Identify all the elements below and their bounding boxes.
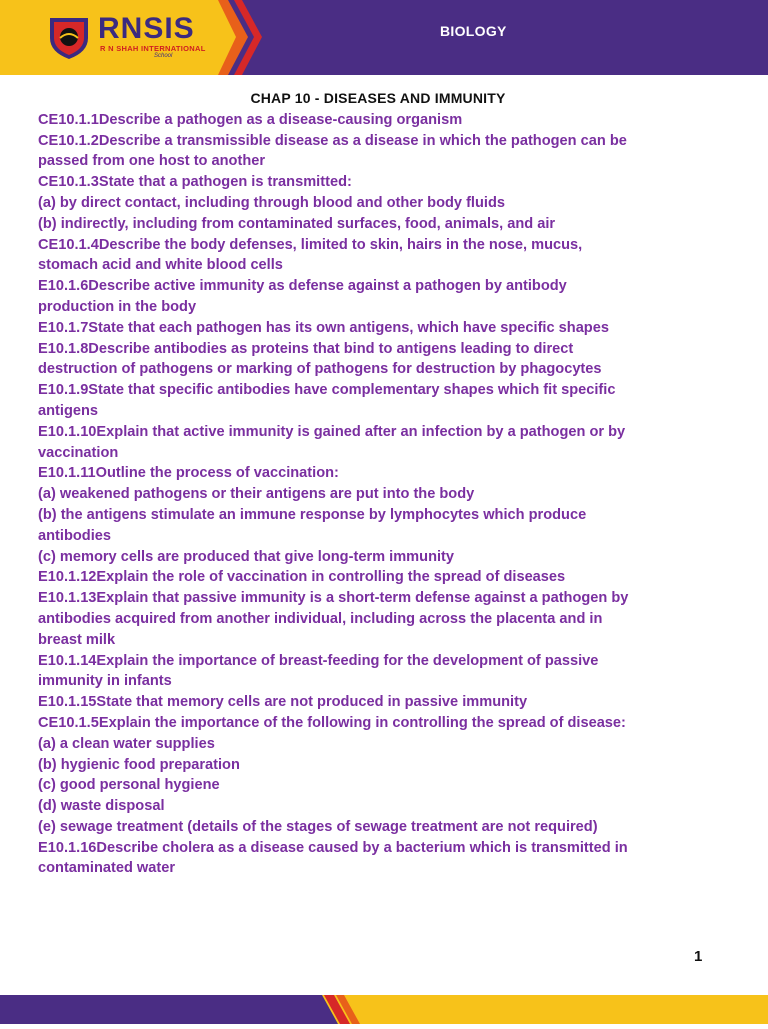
- logo-subtitle: R N SHAH INTERNATIONAL: [100, 44, 206, 53]
- objective-line: E10.1.10Explain that active immunity is gained after an infection by a pathogen or by: [38, 423, 626, 440]
- objective-line: vaccination: [38, 444, 119, 461]
- objective-line: (b) the antigens stimulate an immune response by lymphocytes which produce: [38, 506, 587, 523]
- objective-list: [38, 110, 718, 879]
- objective-line: (a) by direct contact, including through blood and other body fluids: [38, 194, 505, 211]
- objective-line: (c) memory cells are produced that give long-term immunity: [38, 548, 455, 565]
- page-number: 1: [694, 948, 703, 965]
- objective-line: E10.1.7State that each pathogen has its own antigens, which have specific shapes: [38, 319, 609, 336]
- objective-line: (c) good personal hygiene: [38, 777, 220, 794]
- objective-line: antibodies acquired from another individual, including across the placenta and in: [38, 610, 603, 627]
- crest-icon: [44, 12, 94, 62]
- objective-line: E10.1.15State that memory cells are not produced in passive immunity: [38, 694, 528, 711]
- objective-line: E10.1.9State that specific antibodies have complementary shapes which fit specific: [38, 382, 616, 399]
- objective-line: production in the body: [38, 298, 197, 315]
- objective-line: contaminated water: [38, 860, 176, 877]
- objective-line: (b) indirectly, including from contaminated surfaces, food, animals, and air: [38, 215, 556, 232]
- objective-line: antibodies: [38, 527, 111, 544]
- objective-line: CE10.1.3State that a pathogen is transmitted:: [38, 174, 352, 191]
- objective-line: destruction of pathogens or marking of pathogens for destruction by phagocytes: [38, 361, 602, 378]
- chapter-title: CHAP 10 - DISEASES AND IMMUNITY: [250, 90, 506, 106]
- objective-line: (a) weakened pathogens or their antigens are put into the body: [38, 486, 475, 503]
- objective-line: E10.1.8Describe antibodies as proteins that bind to antigens leading to direct: [38, 340, 574, 357]
- objective-line: passed from one host to another: [38, 153, 266, 170]
- logo-wordmark: RNSIS: [98, 12, 195, 45]
- objective-line: CE10.1.1Describe a pathogen as a disease-causing organism: [38, 111, 463, 128]
- syllabus-content: [38, 88, 718, 879]
- objective-line: (d) waste disposal: [38, 798, 165, 815]
- page-footer: [0, 995, 768, 1024]
- objective-line: E10.1.16Describe cholera as a disease caused by a bacterium which is transmitted in: [38, 839, 628, 856]
- objective-line: E10.1.14Explain the importance of breast-feeding for the development of passive: [38, 652, 599, 669]
- logo-tagline: School: [154, 53, 173, 59]
- objective-line: CE10.1.4Describe the body defenses, limited to skin, hairs in the nose, mucus,: [38, 236, 583, 253]
- objective-line: E10.1.13Explain that passive immunity is a short-term defense against a pathogen by: [38, 590, 629, 607]
- objective-line: CE10.1.2Describe a transmissible disease as a disease in which the pathogen can be: [38, 132, 627, 149]
- subject-label: BIOLOGY: [440, 23, 507, 39]
- objective-line: E10.1.12Explain the role of vaccination in controlling the spread of diseases: [38, 569, 566, 586]
- objective-line: E10.1.6Describe active immunity as defense against a pathogen by antibody: [38, 278, 567, 295]
- objective-line: (e) sewage treatment (details of the stages of sewage treatment are not required): [38, 818, 598, 835]
- school-logo: [44, 10, 214, 62]
- objective-line: CE10.1.5Explain the importance of the following in controlling the spread of disease:: [38, 714, 626, 731]
- objective-line: (b) hygienic food preparation: [38, 756, 240, 773]
- objective-line: stomach acid and white blood cells: [38, 257, 283, 274]
- objective-line: (a) a clean water supplies: [38, 735, 215, 752]
- objective-line: immunity in infants: [38, 673, 172, 690]
- objective-line: E10.1.11Outline the process of vaccination:: [38, 465, 339, 482]
- objective-line: breast milk: [38, 631, 116, 648]
- footer-banner: [0, 995, 768, 1024]
- objective-line: antigens: [38, 402, 99, 419]
- page-header: [0, 0, 768, 75]
